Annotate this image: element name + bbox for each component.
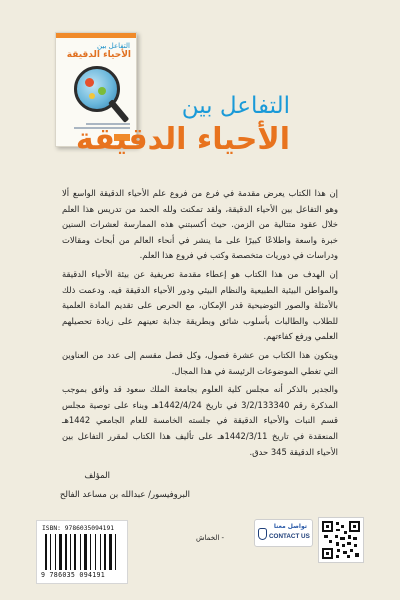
isbn-barcode [36, 520, 128, 584]
title-line2: الأحياء الدقيقة [75, 122, 290, 157]
cover-title-line2: الأحياء الدقيقة [66, 50, 131, 60]
contact-arabic-label: تواصل معنا [273, 523, 307, 530]
paragraph-approval: والجدير بالذكر أنه مجلس كلية العلوم بجامعة الملك سعود قد وافق بموجب المذكرة رقم 3/2/133340 في تاريخ 1442/4/24هـ وبناء على توصية مجلس قسم النبات والأحياء الدقيقة في جلسته الخامسة للعام الجامعي 1442هـ المنعقدة في تاريخ 1442/3/11هـ على تأليف هذا الكتاب لمقرر التفاعل بين الأحياء الدقيقة 345 حدق. [62, 384, 338, 457]
paragraph-goal: إن الهدف من هذا الكتاب هو إعطاء مقدمة تعريفية عن بيئة الأحياء الدقيقة والمواطن البيئية الطبيعية والنظام البيئي ودور الأحياء الدقيقة فيه. ودعمت ذلك بالأمثلة والصور التوضيحية قدر الإمكان، مع الحرص على تقديم المادة العلمية للطلاب والطالبات بأسلوب شائق وبطريقة جذابة تعينهم على زيادة تحصيلهم العلمي ورفع كفاءتهم. [62, 268, 338, 342]
qr-code-icon[interactable] [318, 517, 364, 563]
cover-accent-band [56, 33, 136, 38]
cover-title-line1: التفاعل بين [97, 42, 130, 50]
publisher-name: - الخماش [196, 534, 225, 542]
paragraph-structure: ويتكون هذا الكتاب من عشرة فصول، وكل فصل مقسم إلى عدد من العناوين التي تغطي الموضوعات الرئيسة في هذا المجال. [62, 349, 338, 376]
isbn-label: ISBN: 9786035094191 [42, 525, 115, 532]
contact-us-badge[interactable] [254, 519, 313, 547]
pointing-hand-icon [258, 528, 267, 540]
author-name: البروفيسور/ عبدالله بن مساعد الفالح [59, 490, 190, 500]
contact-english-label: CONTACT US [269, 533, 310, 540]
barcode-digits: 9 786035 094191 [41, 571, 106, 579]
author-label: المؤلف [84, 471, 110, 481]
description-body [62, 186, 338, 463]
barcode-bars [45, 534, 121, 570]
paragraph-intro: إن هذا الكتاب يعرض مقدمة في فرع من فروع علم الأحياء الدقيقة الواسع ألا وهو التفاعل بين الأحياء الدقيقة، ولقد تمكنت ولله الحمد من تدريس هذا العلم خلال عقود متتالية من الزمن. حيث أكسبتني هذه الممارسة لعشرات السنين خبرة واسعة واطلاعًا كبيرًا على ما ينشر في أنحاء العالم من أبحاث ومقالات ودراسات في دوريات متخصصة وكتب في فروع هذا العلم. [62, 188, 338, 261]
title-line1: التفاعل بين [181, 93, 290, 119]
